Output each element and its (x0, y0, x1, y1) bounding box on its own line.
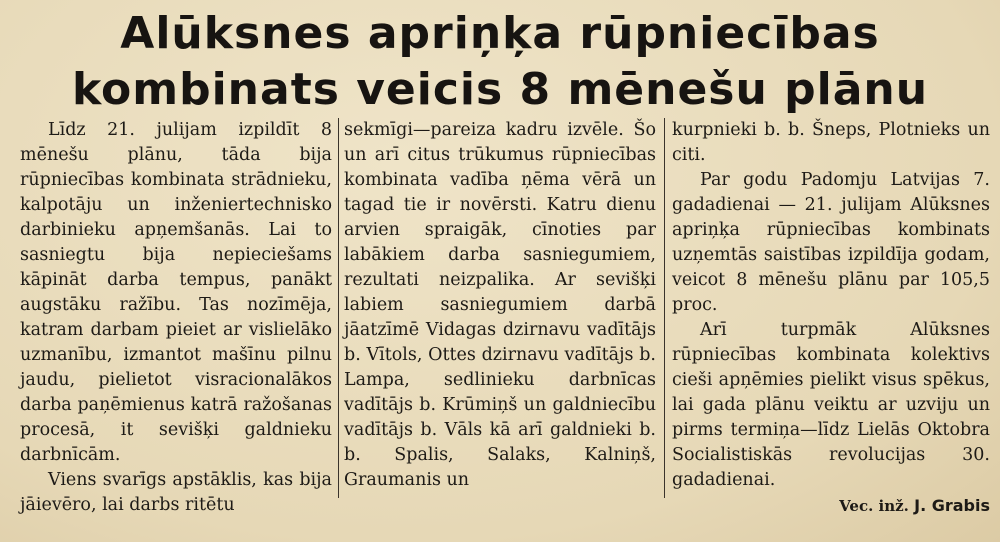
author-signature (672, 493, 990, 519)
article-headline (10, 6, 990, 118)
paragraph: Arī turpmāk Alūksnes rūpniecības kombinata kolektivs cieši apņēmies pielikt visus spēkus, lai gada plānu veiktu ar uzviju un pirms termiņa—līdz Lielās Oktobra Socialistiskās revolucijas 30. gadadienai. (672, 320, 990, 490)
column-divider (338, 118, 339, 498)
article-column-3 (672, 118, 990, 519)
paragraph: sekmīgi—pareiza kadru izvēle. Šo un arī citus trūkumus rūpniecības kombinata vadība ņēma vērā un tagad tie ir novērsti. Katru dienu arvien spraigāk, cīnoties par labākiem darba sasniegumiem, rezultati neizpalika. Ar sevišķi labiem sasniegumiem darbā jāatzīmē Vidagas dzirnavu vadītājs b. Vītols, Ottes dzirnavu vadītājs b. Lampa, sedlinieku darbnīcas vadītājs b. Krūmiņš un galdniecību vadītājs b. Vāls kā arī galdnieki b. b. Spalis, Salaks, Kalniņš, Graumanis un (344, 120, 656, 490)
paragraph: kurpnieki b. b. Šneps, Plotnieks un citi. (672, 120, 990, 165)
column-divider (664, 118, 665, 498)
article-column-1 (20, 118, 332, 518)
headline-line-2: kombinats veicis 8 mēnešu plānu (71, 64, 929, 115)
paragraph: Viens svarīgs apstāklis, kas bija jāievēro, lai darbs ritētu (20, 470, 332, 515)
paragraph: Par godu Padomju Latvijas 7. gadadienai — 21. julijam Alūksnes apriņķa rūpniecības kombinats uzņemtās saistības izpildīja godam, veicot 8 mēnešu plānu par 105,5 proc. (672, 170, 990, 315)
author-title: Vec. inž. (839, 497, 915, 515)
author-name: J. Grabis (914, 496, 990, 515)
article-column-2 (344, 118, 656, 493)
headline-line-1: Alūksnes apriņķa rūpniecības (120, 8, 880, 59)
paragraph: Līdz 21. julijam izpildīt 8 mēnešu plānu, tāda bija rūpniecības kombinata strādnieku, kalpotāju un inženiertechnisko darbinieku apņemšanās. Lai to sasniegtu bija nepieciešams kāpināt darba tempus, panākt augstāku ražību. Tas nozīmēja, katram darbam pieiet ar vislielāko uzmanību, izmantot mašīnu pilnu jaudu, pielietot visracionalākos darba paņēmienus katrā ražošanas procesā, it sevišķi galdnieku darbnīcām. (20, 120, 332, 465)
